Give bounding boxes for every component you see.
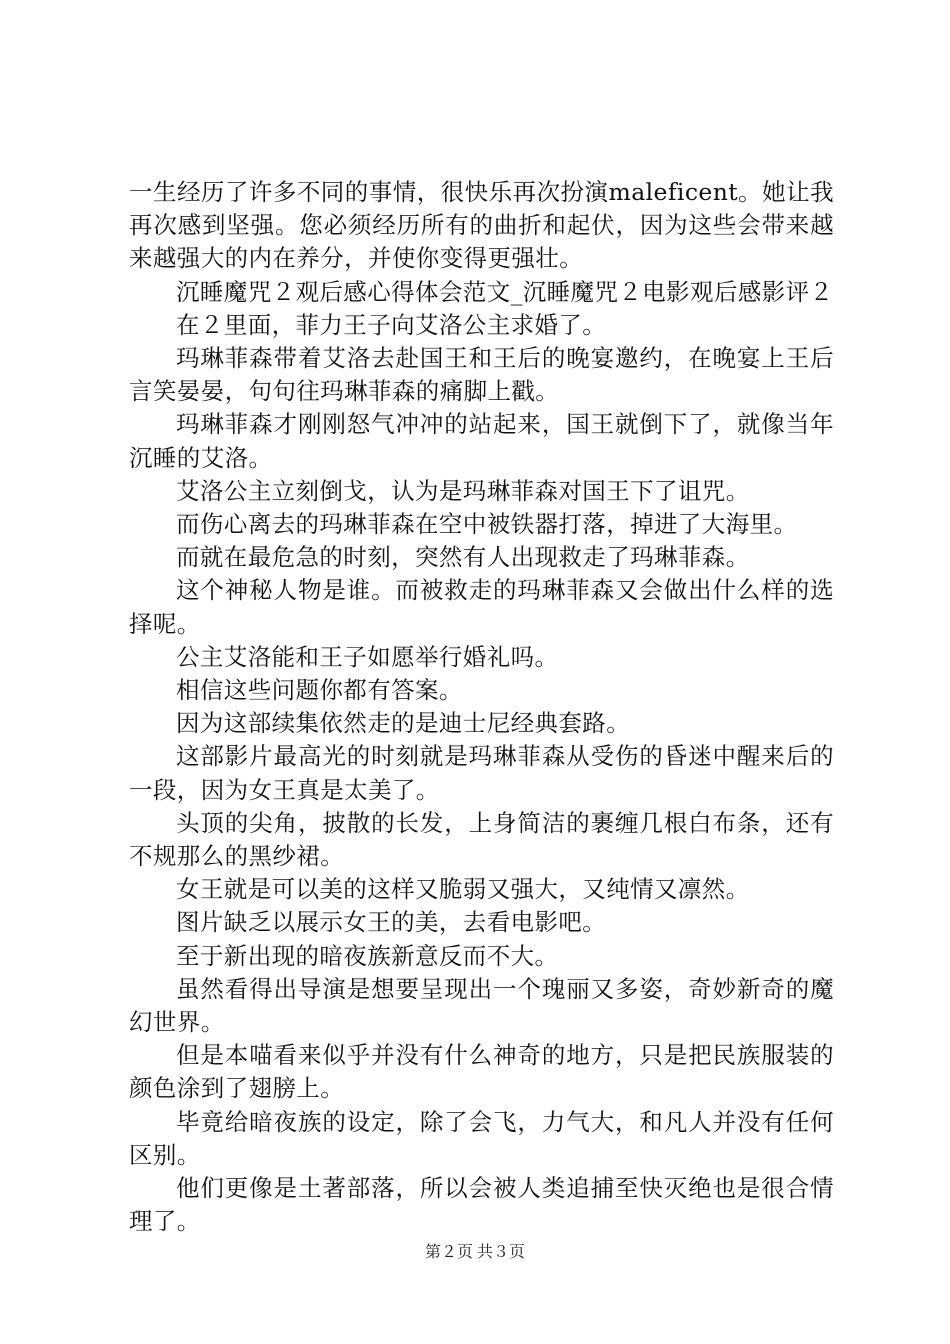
paragraph: 毕竟给暗夜族的设定，除了会飞，力气大，和凡人并没有任何区别。 [129, 1107, 834, 1169]
paragraph: 他们更像是土著部落，所以会被人类追捕至快灭绝也是很合情理了。 [129, 1174, 834, 1236]
paragraph: 虽然看得出导演是想要呈现出一个瑰丽又多姿，奇妙新奇的魔幻世界。 [129, 974, 834, 1037]
paragraph: 玛琳菲森才刚刚怒气冲冲的站起来，国王就倒下了，就像当年沉睡的艾洛。 [129, 410, 834, 472]
section-heading: 沉睡魔咒２观后感心得体会范文_沉睡魔咒２电影观后感影评２ [176, 277, 834, 306]
paragraph: 但是本喵看来似乎并没有什么神奇的地方，只是把民族服装的颜色涂到了翅膀上。 [129, 1041, 834, 1103]
document-body [129, 176, 834, 1239]
paragraph: 图片缺乏以展示女王的美，去看电影吧。 [176, 908, 607, 937]
paragraph: 在２里面，菲力王子向艾洛公主求婚了。 [176, 310, 607, 339]
paragraph: 女王就是可以美的这样又脆弱又强大，又纯情又凛然。 [176, 875, 750, 904]
paragraph: 而伤心离去的玛琳菲森在空中被铁器打落，掉进了大海里。 [176, 510, 798, 539]
paragraph: 因为这部续集依然走的是迪士尼经典套路。 [176, 709, 631, 738]
paragraph: 艾洛公主立刻倒戈，认为是玛琳菲森对国王下了诅咒。 [176, 476, 750, 505]
paragraph: 这个神秘人物是谁。而被救走的玛琳菲森又会做出什么样的选择呢。 [129, 576, 834, 638]
paragraph: 相信这些问题你都有答案。 [176, 676, 463, 705]
paragraph: 至于新出现的暗夜族新意反而不大。 [176, 941, 559, 970]
page-number-footer: 第２页 共３页 [424, 1244, 525, 1261]
paragraph: 这部影片最高光的时刻就是玛琳菲森从受伤的昏迷中醒来后的一段，因为女王真是太美了。 [129, 742, 834, 804]
paragraph: 玛琳菲森带着艾洛去赴国王和王后的晚宴邀约，在晚宴上王后言笑晏晏，句句往玛琳菲森的痛脚上戳。 [129, 344, 834, 406]
paragraph-continued: 一生经历了许多不同的事情，很快乐再次扮演maleficent。她让我再次感到坚强。您必须经历所有的曲折和起伏，因为这些会带来越来越强大的内在养分，并使你变得更强壮。 [129, 178, 834, 273]
paragraph: 头顶的尖角，披散的长发，上身简洁的裹缠几根白布条，还有不规那么的黑纱裙。 [129, 808, 834, 871]
paragraph: 公主艾洛能和王子如愿举行婚礼吗。 [176, 642, 559, 671]
paragraph: 而就在最危急的时刻，突然有人出现救走了玛琳菲森。 [176, 543, 750, 572]
